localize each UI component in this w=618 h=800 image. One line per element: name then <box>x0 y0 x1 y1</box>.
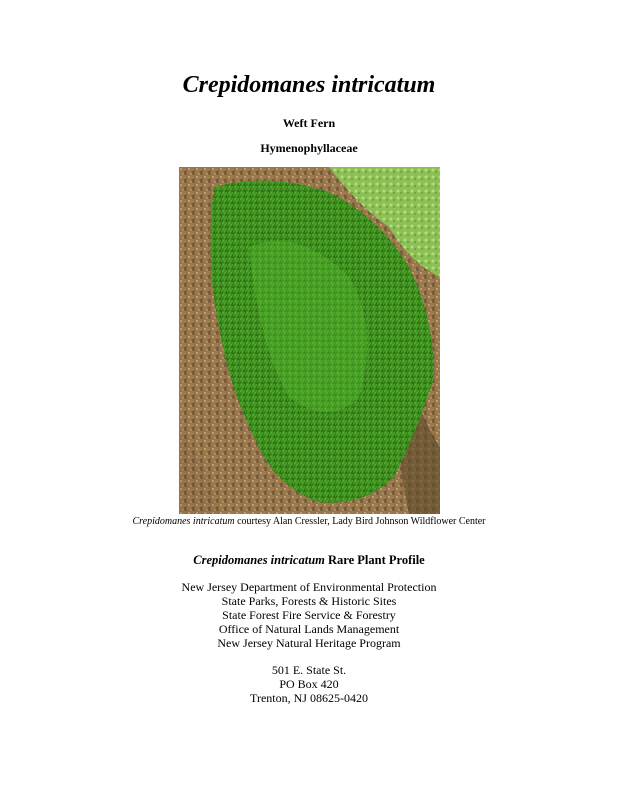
caption-credit: courtesy Alan Cressler, Lady Bird Johnson Wildflower Center <box>234 516 486 527</box>
species-title: Crepidomanes intricatum <box>182 72 436 98</box>
profile-heading-suffix: Rare Plant Profile <box>324 553 425 567</box>
species-photo <box>179 167 440 514</box>
caption-species: Crepidomanes intricatum <box>132 516 235 527</box>
address-line: Trenton, NJ 08625-0420 <box>250 691 368 705</box>
org-line: State Forest Fire Service & Forestry <box>222 608 396 622</box>
common-name: Weft Fern <box>282 116 336 130</box>
address-line: 501 E. State St. <box>271 663 347 677</box>
org-line: State Parks, Forests & Historic Sites <box>221 594 397 608</box>
profile-heading-species: Crepidomanes intricatum <box>193 553 325 567</box>
photo-caption <box>0 515 618 528</box>
org-line: New Jersey Department of Environmental Protection <box>181 580 437 594</box>
address-block <box>0 663 618 705</box>
profile-heading <box>0 553 618 568</box>
organization-block <box>0 580 618 650</box>
address-line: PO Box 420 <box>279 677 339 691</box>
org-line: Office of Natural Lands Management <box>218 622 400 636</box>
family-name: Hymenophyllaceae <box>260 141 358 155</box>
org-line: New Jersey Natural Heritage Program <box>217 636 401 650</box>
